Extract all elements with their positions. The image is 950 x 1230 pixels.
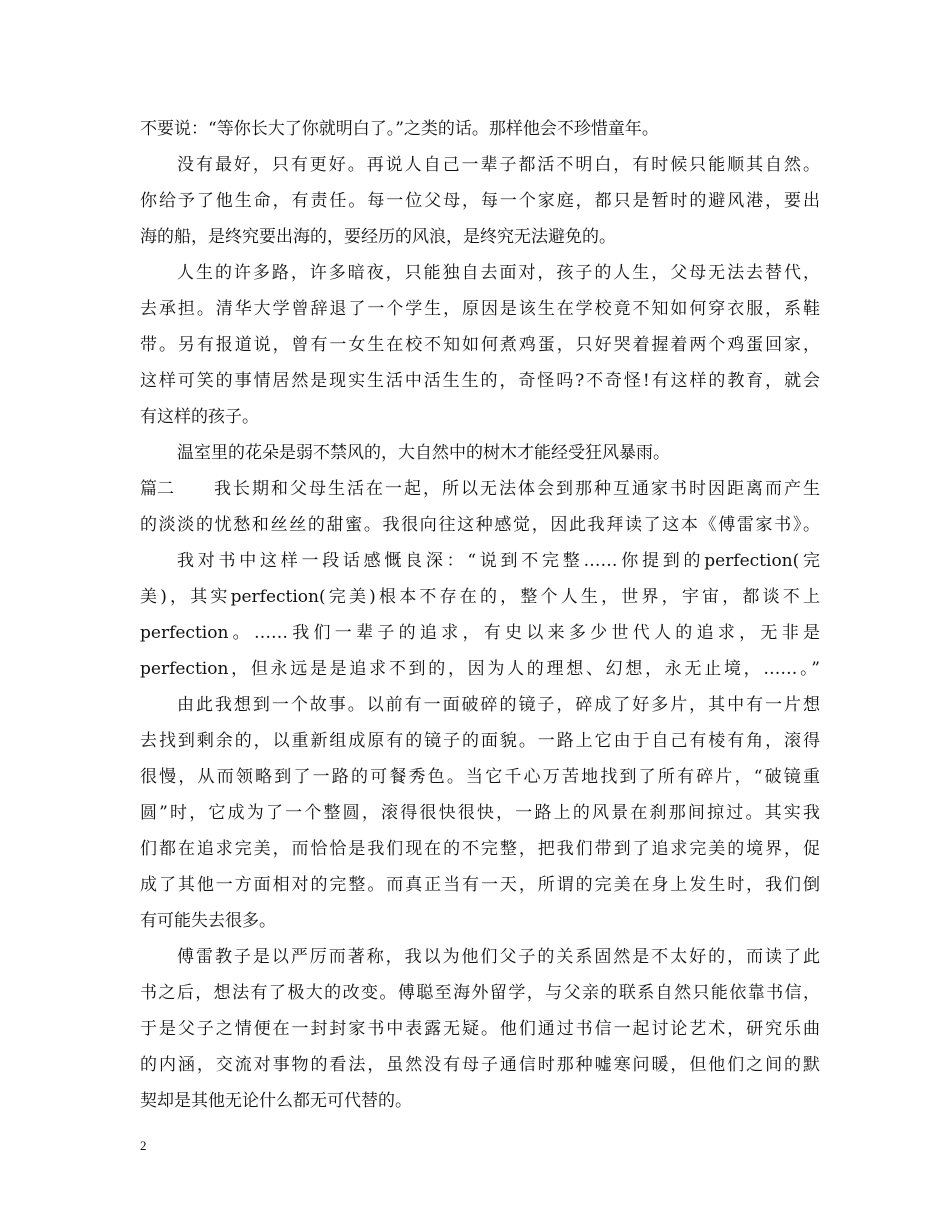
- text-line: 带。另有报道说，曾有一女生在校不知如何煮鸡蛋，只好哭着握着两个鸡蛋回家，: [140, 335, 820, 355]
- text-line: 圆”时，它成为了一个整圆，滚得很快很快，一路上的风景在刹那间掠过。其实我: [140, 803, 820, 823]
- text-line: 契却是其他无论什么都无可代替的。: [140, 1091, 412, 1111]
- text-line: 没有最好，只有更好。再说人自己一辈子都活不明白，有时候只能顺其自然。: [177, 155, 820, 175]
- text-line: 美)，其实perfection(完美)根本不存在的，整个人生，世界，宇宙，都谈不上: [140, 587, 820, 607]
- text-line: 有这样的孩子。: [140, 407, 259, 427]
- text-line: 的内涵，交流对事物的看法，虽然没有母子通信时那种嘘寒问暖，但他们之间的默: [140, 1055, 820, 1075]
- text-line: perfection。……我们一辈子的追求，有史以来多少世代人的追求，无非是: [140, 623, 820, 643]
- text-line: 去找到剩余的，以重新组成原有的镜子的面貌。一路上它由于自己有棱有角，滚得: [140, 731, 820, 751]
- text-line: 温室里的花朵是弱不禁风的，大自然中的树木才能经受狂风暴雨。: [177, 443, 670, 463]
- section-label: 篇二: [140, 479, 174, 499]
- text-line: perfection，但永远是是追求不到的，因为人的理想、幻想，永无止境，……。”: [140, 659, 820, 679]
- text-line: 我长期和父母生活在一起，所以无法体会到那种互通家书时因距离而产生: [214, 479, 820, 499]
- text-line: 于是父子之情便在一封封家书中表露无疑。他们通过书信一起讨论艺术，研究乐曲: [140, 1019, 820, 1039]
- text-line: 我对书中这样一段话感慨良深：“说到不完整……你提到的perfection(完: [177, 551, 820, 571]
- text-line: 们都在追求完美，而恰恰是我们现在的不完整，把我们带到了追求完美的境界，促: [140, 839, 820, 859]
- text-line: 你给予了他生命，有责任。每一位父母，每一个家庭，都只是暂时的避风港，要出: [140, 191, 820, 211]
- text-line: 不要说：“等你长大了你就明白了。”之类的话。那样他会不珍惜童年。: [140, 119, 659, 139]
- text-line: 去承担。清华大学曾辞退了一个学生，原因是该生在学校竟不知如何穿衣服，系鞋: [140, 299, 820, 319]
- text-line: 有可能失去很多。: [140, 911, 276, 931]
- text-line: 人生的许多路，许多暗夜，只能独自去面对，孩子的人生，父母无法去替代，: [177, 263, 820, 283]
- text-line: 傅雷教子是以严厉而著称，我以为他们父子的关系固然是不太好的，而读了此: [177, 947, 820, 967]
- text-line: 书之后，想法有了极大的改变。傅聪至海外留学，与父亲的联系自然只能依靠书信，: [140, 983, 820, 1003]
- page-number: 2: [140, 1138, 147, 1153]
- text-line: 这样可笑的事情居然是现实生活中活生生的，奇怪吗?不奇怪!有这样的教育，就会: [140, 371, 820, 391]
- text-line: 很慢，从而领略到了一路的可餐秀色。当它千心万苦地找到了所有碎片，“破镜重: [140, 767, 820, 787]
- text-line: 成了其他一方面相对的完整。而真正当有一天，所谓的完美在身上发生时，我们倒: [140, 875, 820, 895]
- text-line: 的淡淡的忧愁和丝丝的甜蜜。我很向往这种感觉，因此我拜读了这本《傅雷家书》。: [140, 515, 820, 535]
- text-line: 海的船，是终究要出海的，要经历的风浪，是终究无法避免的。: [140, 227, 616, 247]
- text-line: 由此我想到一个故事。以前有一面破碎的镜子，碎成了好多片，其中有一片想: [177, 695, 820, 715]
